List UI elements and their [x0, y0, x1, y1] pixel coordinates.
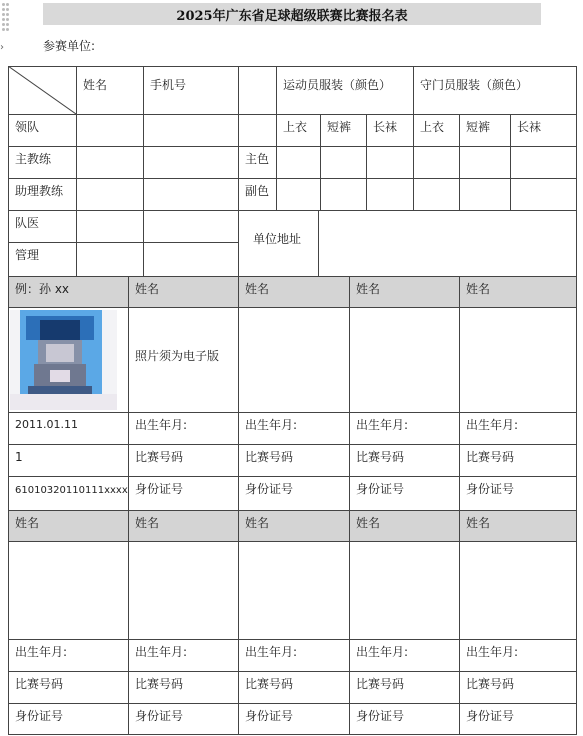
header-phone: 手机号 [150, 78, 187, 92]
match-number-label: 比赛号码 [135, 677, 184, 691]
table-border [8, 66, 9, 735]
table-border [459, 276, 460, 735]
example-player-label: 例：孙 xx [15, 282, 70, 296]
player-name-label: 姓名 [135, 282, 160, 296]
match-number-label: 比赛号码 [356, 450, 405, 464]
table-border [318, 210, 319, 276]
table-border [8, 444, 577, 445]
id-number-label: 身份证号 [356, 709, 405, 723]
birth-label: 出生年月: [15, 645, 68, 659]
unit-address-label: 单位地址 [253, 232, 302, 246]
staff-leader: 领队 [15, 120, 40, 134]
birth-label: 出生年月: [135, 645, 188, 659]
id-number-label: 身份证号 [135, 482, 184, 496]
birth-label: 出生年月: [135, 418, 188, 432]
staff-head-coach: 主教练 [15, 152, 52, 166]
id-number-label: 身份证号 [245, 482, 294, 496]
player-kit-socks: 长袜 [373, 120, 398, 134]
table-border [8, 178, 577, 179]
table-border [76, 66, 77, 276]
match-number-label: 比赛号码 [356, 677, 405, 691]
player-name-label: 姓名 [466, 516, 491, 530]
chevron-right-icon: › [0, 42, 4, 53]
example-match-number: 1 [15, 450, 23, 464]
table-border [128, 276, 129, 735]
table-border [8, 476, 577, 477]
table-border [320, 114, 321, 210]
gk-kit-shorts: 短裤 [466, 120, 491, 134]
match-number-label: 比赛号码 [466, 677, 515, 691]
match-number-label: 比赛号码 [15, 677, 64, 691]
match-number-label: 比赛号码 [466, 450, 515, 464]
player-name-label: 姓名 [245, 282, 270, 296]
birth-label: 出生年月: [356, 645, 409, 659]
table-border [8, 734, 577, 735]
player-name-label: 姓名 [356, 516, 381, 530]
document-title: 2025年广东省足球超级联赛比赛报名表 [43, 3, 541, 25]
header-player-kit: 运动员服装（颜色） [283, 78, 392, 92]
id-number-label: 身份证号 [356, 482, 405, 496]
birth-label: 出生年月: [245, 418, 298, 432]
table-border [413, 66, 414, 210]
table-border [238, 66, 239, 276]
table-border [8, 703, 577, 704]
kit-secondary-color: 副色 [245, 184, 270, 198]
table-border [8, 276, 577, 277]
birth-label: 出生年月: [466, 418, 519, 432]
header-name: 姓名 [83, 78, 108, 92]
player-kit-top: 上衣 [283, 120, 308, 134]
example-player-photo [10, 310, 117, 410]
table-border [8, 210, 577, 211]
player-kit-shorts: 短裤 [327, 120, 352, 134]
photo-note: 照片须为电子版 [135, 349, 220, 363]
table-border [8, 307, 577, 308]
header-goalkeeper-kit: 守门员服装（颜色） [420, 78, 529, 92]
table-border [459, 114, 460, 210]
table-border [143, 66, 144, 276]
example-id-number: 61010320110111xxxx [15, 485, 128, 496]
id-number-label: 身份证号 [135, 709, 184, 723]
table-border [8, 541, 577, 542]
table-border [276, 66, 277, 210]
table-border [8, 242, 238, 243]
table-border [8, 412, 577, 413]
corner-diagonal-line [8, 66, 76, 114]
player-header-row-2 [8, 510, 577, 541]
table-border [8, 639, 577, 640]
table-border [366, 114, 367, 210]
table-border [8, 510, 577, 511]
table-border [8, 66, 577, 67]
table-border [576, 66, 577, 735]
player-name-label: 姓名 [466, 282, 491, 296]
gk-kit-socks: 长袜 [517, 120, 542, 134]
table-border [349, 276, 350, 735]
staff-doctor: 队医 [15, 216, 40, 230]
birth-label: 出生年月: [245, 645, 298, 659]
table-border [510, 114, 511, 210]
table-border [8, 146, 577, 147]
table-border [8, 671, 577, 672]
staff-assistant-coach: 助理教练 [15, 184, 64, 198]
id-number-label: 身份证号 [466, 709, 515, 723]
table-border [8, 114, 577, 115]
table-border [238, 276, 239, 735]
id-number-label: 身份证号 [245, 709, 294, 723]
player-name-label: 姓名 [245, 516, 270, 530]
match-number-label: 比赛号码 [245, 677, 294, 691]
player-header-row-1 [8, 276, 577, 307]
player-name-label: 姓名 [356, 282, 381, 296]
kit-primary-color: 主色 [245, 152, 270, 166]
id-number-label: 身份证号 [466, 482, 515, 496]
participating-unit-label: 参赛单位: [43, 39, 96, 53]
birth-label: 出生年月: [466, 645, 519, 659]
margin-guide-dots [0, 0, 10, 36]
staff-manager: 管理 [15, 248, 40, 262]
player-name-label: 姓名 [135, 516, 160, 530]
id-number-label: 身份证号 [15, 709, 64, 723]
birth-label: 出生年月: [356, 418, 409, 432]
example-birth-date: 2011.01.11 [15, 418, 78, 431]
player-name-label: 姓名 [15, 516, 40, 530]
match-number-label: 比赛号码 [245, 450, 294, 464]
match-number-label: 比赛号码 [135, 450, 184, 464]
gk-kit-top: 上衣 [420, 120, 445, 134]
